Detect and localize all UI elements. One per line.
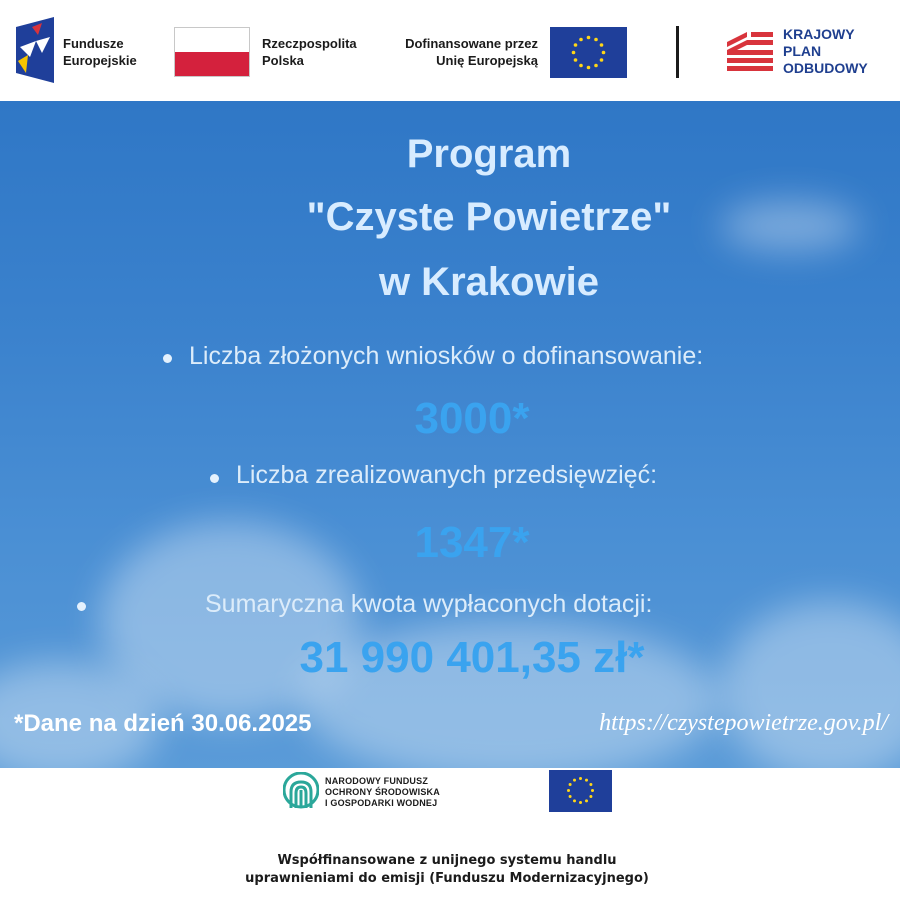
bullet-dot-2 <box>210 474 219 483</box>
stat-3-label: Sumaryczna kwota wypłaconych dotacji: <box>205 590 653 618</box>
stat-1-label: Liczba złożonych wniosków o dofinansowanie: <box>189 342 704 370</box>
eu-flag-icon <box>550 27 627 78</box>
logo-bar <box>0 0 900 101</box>
eu-cofund-label <box>392 35 538 69</box>
nf-label-line1: NARODOWY FUNDUSZ <box>325 776 429 786</box>
fundusze-europejskie-logo <box>16 17 54 83</box>
stat-3-value: 31 990 401,35 zł* <box>299 633 645 682</box>
kpo-label-line2: PLAN <box>783 43 822 59</box>
kpo-logo <box>727 28 773 76</box>
nf-label-line3: I GOSPODARKI WODNEJ <box>325 798 438 808</box>
nf-label-line2: OCHRONY ŚRODOWISKA <box>325 787 440 797</box>
website-link[interactable]: https://czystepowietrze.gov.pl/ <box>599 710 888 736</box>
title-line-2: "Czyste Powietrze" <box>306 195 672 239</box>
kpo-label-line1: KRAJOWY <box>783 26 855 42</box>
kpo-label-line3: ODBUDOWY <box>783 60 868 76</box>
fe-label-line1: Fundusze <box>63 36 124 51</box>
stat-1-value: 3000* <box>414 394 530 443</box>
cofinancing-line1: Współfinansowane z unijnego systemu handlu <box>277 853 617 868</box>
rp-label-line1: Rzeczpospolita <box>262 36 357 51</box>
logo-divider <box>676 26 679 78</box>
bullet-dot-3 <box>77 602 86 611</box>
eu-label-line1: Dofinansowane przez <box>405 36 538 51</box>
kpo-label <box>783 26 868 77</box>
nfosigw-label <box>325 776 440 809</box>
rp-label <box>262 35 357 69</box>
stat-2-label: Liczba zrealizowanych przedsięwzięć: <box>236 461 658 489</box>
stat-2-value: 1347* <box>414 518 530 567</box>
eu-label-line2: Unię Europejską <box>436 53 538 68</box>
nfosigw-logo <box>283 772 319 810</box>
fe-label-line2: Europejskie <box>63 53 137 68</box>
eu-flag-bottom-icon <box>549 770 612 812</box>
title-line-3: w Krakowie <box>378 260 600 304</box>
bullet-dot-1 <box>163 354 172 363</box>
title-line-1: Program <box>406 132 572 176</box>
polish-flag <box>174 27 250 77</box>
data-date-note: *Dane na dzień 30.06.2025 <box>14 710 312 737</box>
fe-label <box>63 35 137 69</box>
cofinancing-note <box>0 852 894 888</box>
rp-label-line2: Polska <box>262 53 304 68</box>
cofinancing-line2: uprawnieniami do emisji (Funduszu Modernizacyjnego) <box>245 871 649 886</box>
